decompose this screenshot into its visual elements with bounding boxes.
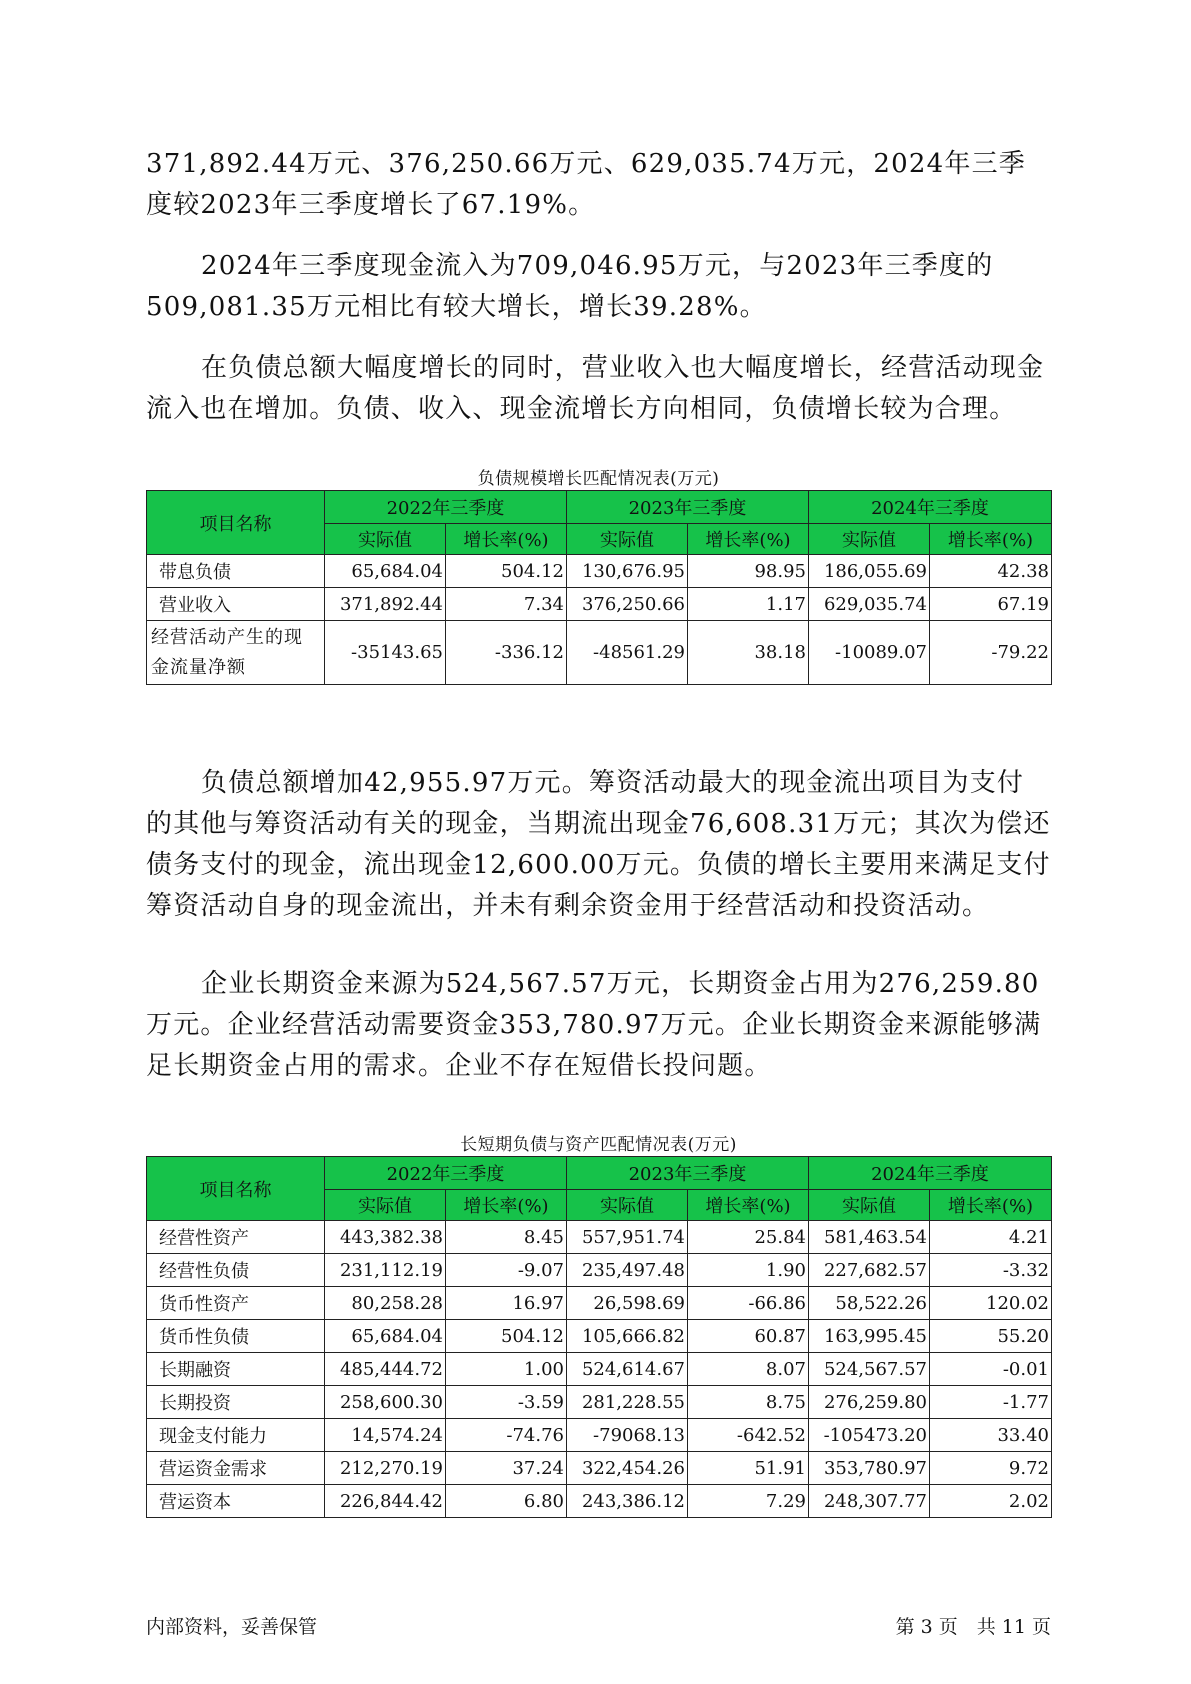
cell-value: -10089.07 [809,621,930,685]
cell-value: 80,258.28 [325,1287,446,1320]
header-growth: 增长率(%) [930,524,1052,555]
table-row [147,1254,1052,1287]
header-period-2023: 2023年三季度 [567,491,809,524]
footer-page-number: 第 3 页 共 11 页 [895,1616,1051,1638]
cell-value: 258,600.30 [325,1386,446,1419]
table-row [147,1287,1052,1320]
cell-value: 4.21 [930,1221,1052,1254]
cell-value: 227,682.57 [809,1254,930,1287]
cell-value: 6.80 [446,1485,567,1518]
cell-value: -0.01 [930,1353,1052,1386]
header-growth: 增长率(%) [688,524,809,555]
row-label: 经营性负债 [147,1254,325,1287]
header-actual: 实际值 [567,524,688,555]
cell-value: 130,676.95 [567,555,688,588]
cell-value: 485,444.72 [325,1353,446,1386]
row-label: 货币性资产 [147,1287,325,1320]
cell-value: 55.20 [930,1320,1052,1353]
table-row [147,588,1052,621]
cell-value: 105,666.82 [567,1320,688,1353]
cell-value: 33.40 [930,1419,1052,1452]
row-label: 经营性资产 [147,1221,325,1254]
cell-value: 120.02 [930,1287,1052,1320]
cell-value: -35143.65 [325,621,446,685]
cell-value: 243,386.12 [567,1485,688,1518]
cell-value: 37.24 [446,1452,567,1485]
cell-value: 212,270.19 [325,1452,446,1485]
cell-value: 1.17 [688,588,809,621]
cell-value: 14,574.24 [325,1419,446,1452]
cell-value: -79068.13 [567,1419,688,1452]
cell-value: 2.02 [930,1485,1052,1518]
row-label: 营运资金需求 [147,1452,325,1485]
header-period-2024: 2024年三季度 [809,491,1052,524]
cell-value: 8.45 [446,1221,567,1254]
cell-value: 226,844.42 [325,1485,446,1518]
row-label: 货币性负债 [147,1320,325,1353]
header-growth: 增长率(%) [688,1190,809,1221]
cell-value: 1.00 [446,1353,567,1386]
cell-value: -105473.20 [809,1419,930,1452]
cell-value: 67.19 [930,588,1052,621]
cell-value: 38.18 [688,621,809,685]
cell-value: 25.84 [688,1221,809,1254]
cell-value: 26,598.69 [567,1287,688,1320]
header-growth: 增长率(%) [446,1190,567,1221]
header-period-2022: 2022年三季度 [325,491,567,524]
table-row [147,621,1052,685]
table-row [147,1485,1052,1518]
header-actual: 实际值 [325,524,446,555]
row-label: 经营活动产生的现金流量净额 [147,621,325,685]
cell-value: 8.07 [688,1353,809,1386]
row-label: 长期投资 [147,1386,325,1419]
cell-value: 281,228.55 [567,1386,688,1419]
table-row [147,555,1052,588]
cell-value: 235,497.48 [567,1254,688,1287]
table-row [147,1452,1052,1485]
header-actual: 实际值 [809,524,930,555]
cell-value: -9.07 [446,1254,567,1287]
cell-value: 322,454.26 [567,1452,688,1485]
row-label: 现金支付能力 [147,1419,325,1452]
cell-value: 16.97 [446,1287,567,1320]
header-actual: 实际值 [325,1190,446,1221]
cell-value: 98.95 [688,555,809,588]
header-period-2022: 2022年三季度 [325,1157,567,1190]
cell-value: -336.12 [446,621,567,685]
cell-value: 376,250.66 [567,588,688,621]
cell-value: 504.12 [446,1320,567,1353]
cell-value: -79.22 [930,621,1052,685]
paragraph-debt-growth: 在负债总额大幅度增长的同时，营业收入也大幅度增长，经营活动现金流入也在增加。负债、收入、现金流增长方向相同，负债增长较为合理。 [146,353,1045,424]
cell-value: 524,614.67 [567,1353,688,1386]
cell-value: 557,951.74 [567,1221,688,1254]
paragraph-financing: 负债总额增加42,955.97万元。筹资活动最大的现金流出项目为支付的其他与筹资活动有关的现金，当期流出现金76,608.31万元；其次为偿还债务支付的现金，流出现金12,600.00万元。负债的增长主要用来满足支付筹资活动自身的现金流出，并未有剩余资金用于经营活动和投资活动。 [146,768,1051,921]
cell-value: 42.38 [930,555,1052,588]
header-actual: 实际值 [567,1190,688,1221]
table-row [147,1221,1052,1254]
debt-growth-table [146,490,1052,685]
cell-value: -74.76 [446,1419,567,1452]
header-item-name: 项目名称 [147,1157,325,1221]
cell-value: -66.86 [688,1287,809,1320]
table1-caption: 负债规模增长匹配情况表(万元) [477,469,720,489]
row-label: 带息负债 [147,555,325,588]
cell-value: 7.34 [446,588,567,621]
cell-value: -642.52 [688,1419,809,1452]
table-row [147,1353,1052,1386]
cell-value: -48561.29 [567,621,688,685]
cell-value: 9.72 [930,1452,1052,1485]
table-row [147,1419,1052,1452]
cell-value: 65,684.04 [325,555,446,588]
row-label: 营运资本 [147,1485,325,1518]
cell-value: 353,780.97 [809,1452,930,1485]
cell-value: 1.90 [688,1254,809,1287]
cell-value: 629,035.74 [809,588,930,621]
cell-value: 443,382.38 [325,1221,446,1254]
header-growth: 增长率(%) [446,524,567,555]
header-growth: 增长率(%) [930,1190,1052,1221]
cell-value: 60.87 [688,1320,809,1353]
row-label: 长期融资 [147,1353,325,1386]
cell-value: 51.91 [688,1452,809,1485]
paragraph-continued: 371,892.44万元、376,250.66万元、629,035.74万元，2024年三季度较2023年三季度增长了67.19%。 [146,149,1026,220]
header-actual: 实际值 [809,1190,930,1221]
table2-caption: 长短期负债与资产匹配情况表(万元) [460,1135,737,1155]
cell-value: 231,112.19 [325,1254,446,1287]
row-label: 营业收入 [147,588,325,621]
paragraph-long-term-funds: 企业长期资金来源为524,567.57万元，长期资金占用为276,259.80万元。企业经营活动需要资金353,780.97万元。企业长期资金来源能够满足长期资金占用的需求。企业不存在短借长投问题。 [146,969,1042,1081]
cell-value: 248,307.77 [809,1485,930,1518]
footer-confidential-note: 内部资料，妥善保管 [146,1616,318,1638]
table-row [147,1386,1052,1419]
cell-value: 65,684.04 [325,1320,446,1353]
header-item-name: 项目名称 [147,491,325,555]
cell-value: 504.12 [446,555,567,588]
cell-value: 186,055.69 [809,555,930,588]
cell-value: 58,522.26 [809,1287,930,1320]
header-period-2023: 2023年三季度 [567,1157,809,1190]
cell-value: -3.32 [930,1254,1052,1287]
cell-value: -3.59 [446,1386,567,1419]
table-row [147,1320,1052,1353]
cell-value: 371,892.44 [325,588,446,621]
cell-value: 8.75 [688,1386,809,1419]
header-period-2024: 2024年三季度 [809,1157,1052,1190]
debt-asset-match-table [146,1156,1052,1518]
cell-value: 581,463.54 [809,1221,930,1254]
cell-value: 7.29 [688,1485,809,1518]
cell-value: -1.77 [930,1386,1052,1419]
paragraph-cash-inflow: 2024年三季度现金流入为709,046.95万元，与2023年三季度的509,081.35万元相比有较大增长，增长39.28%。 [146,251,994,322]
cell-value: 163,995.45 [809,1320,930,1353]
cell-value: 524,567.57 [809,1353,930,1386]
cell-value: 276,259.80 [809,1386,930,1419]
